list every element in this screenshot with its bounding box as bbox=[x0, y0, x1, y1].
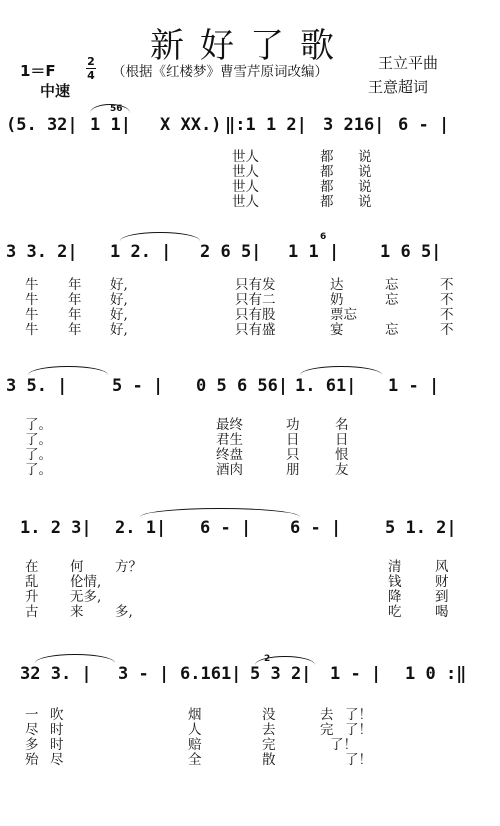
music-segment: 0 5 6 56| bbox=[196, 376, 289, 396]
music-segment: 6 - | bbox=[290, 518, 342, 538]
lyric-word: 只有股 bbox=[235, 307, 276, 323]
lyric-word: 伦情, bbox=[70, 574, 102, 590]
lyric-word: 何 bbox=[70, 559, 84, 575]
music-segment: 3 216| bbox=[323, 115, 385, 135]
lyric-word: 多 bbox=[25, 737, 39, 753]
lyric-word: 不 bbox=[440, 292, 454, 308]
music-segment: 1 0 :‖ bbox=[405, 664, 467, 684]
lyric-word: 都 bbox=[320, 149, 334, 165]
lyric-word: 去 bbox=[262, 722, 276, 738]
lyric-word: 完 bbox=[320, 722, 334, 738]
lyric-word: 风 bbox=[435, 559, 449, 575]
music-segment: 1. 61| bbox=[295, 376, 357, 396]
lyric-word: 去 bbox=[320, 707, 334, 723]
lyric-word: 时 bbox=[50, 722, 64, 738]
lyric-word: 日 bbox=[286, 432, 300, 448]
lyric-word: 不 bbox=[440, 307, 454, 323]
lyric-word: 了！ bbox=[330, 737, 357, 753]
lyric-word: 都 bbox=[320, 179, 334, 195]
lyric-word: 殆 bbox=[25, 752, 39, 768]
lyric-word: 宴 bbox=[330, 322, 344, 338]
lyric-word: 来 bbox=[70, 604, 84, 620]
lyric-word: 烟 bbox=[188, 707, 202, 723]
music-segment: ‖:1 1 2| bbox=[225, 115, 307, 135]
meter-denominator: 4 bbox=[87, 69, 95, 82]
lyric-word: 降 bbox=[388, 589, 402, 605]
lyric-word: 世人 bbox=[232, 164, 259, 180]
lyric-word: 好, bbox=[110, 292, 128, 308]
lyric-word: 好, bbox=[110, 307, 128, 323]
lyric-word: 古 bbox=[25, 604, 39, 620]
lyric-word: 世人 bbox=[232, 179, 259, 195]
music-segment: 5 3 2| bbox=[250, 664, 312, 684]
lyric-word: 升 bbox=[25, 589, 39, 605]
lyric-word: 人 bbox=[188, 722, 202, 738]
lyric-word: 乱 bbox=[25, 574, 39, 590]
lyric-word: 名 bbox=[335, 417, 349, 433]
meter-numerator: 2 bbox=[87, 55, 95, 68]
lyric-word: 吃 bbox=[388, 604, 402, 620]
music-segment: 1 1 | bbox=[288, 242, 340, 262]
lyric-word: 世人 bbox=[232, 149, 259, 165]
lyric-word: 都 bbox=[320, 194, 334, 210]
lyric-word: 了。 bbox=[25, 417, 52, 433]
grace-note: 2 bbox=[264, 654, 271, 664]
lyric-word: 喝 bbox=[435, 604, 449, 620]
lyric-word: 只有二 bbox=[235, 292, 276, 308]
lyric-word: 完 bbox=[262, 737, 276, 753]
lyric-word: 好, bbox=[110, 322, 128, 338]
lyric-word: 散 bbox=[262, 752, 276, 768]
grace-note: 56 bbox=[110, 104, 123, 114]
lyric-word: 财 bbox=[435, 574, 449, 590]
music-segment: 2 6 5| bbox=[200, 242, 262, 262]
composer-credit: 王立平曲 bbox=[378, 54, 439, 72]
music-segment: 32 3. | bbox=[20, 664, 92, 684]
lyric-word: 只有发 bbox=[235, 277, 276, 293]
lyric-word: 了！ bbox=[345, 752, 372, 768]
lyric-word: 牛 bbox=[25, 307, 39, 323]
lyric-word: 朋 bbox=[286, 462, 300, 478]
lyric-word: 都 bbox=[320, 164, 334, 180]
lyric-word: 酒肉 bbox=[216, 462, 243, 478]
music-segment: 1. 2 3| bbox=[20, 518, 92, 538]
lyric-word: 不 bbox=[440, 322, 454, 338]
lyric-word: 了。 bbox=[25, 462, 52, 478]
lyric-word: 年 bbox=[68, 292, 82, 308]
lyricist-credit: 王意超词 bbox=[368, 78, 429, 96]
lyric-word: 全 bbox=[188, 752, 202, 768]
lyric-word: 日 bbox=[335, 432, 349, 448]
lyric-word: 了！ bbox=[345, 707, 372, 723]
music-segment: 1 - | bbox=[330, 664, 382, 684]
lyric-word: 吹 bbox=[50, 707, 64, 723]
lyric-word: 年 bbox=[68, 307, 82, 323]
lyric-word: 最终 bbox=[216, 417, 243, 433]
lyric-word: 多, bbox=[115, 604, 133, 620]
lyric-word: 钱 bbox=[388, 574, 402, 590]
lyric-word: 一 bbox=[25, 707, 39, 723]
lyric-word: 牛 bbox=[25, 277, 39, 293]
lyric-word: 恨 bbox=[335, 447, 349, 463]
lyric-word: 在 bbox=[25, 559, 39, 575]
lyric-word: 忘 bbox=[385, 292, 399, 308]
lyric-word: 了！ bbox=[345, 722, 372, 738]
music-segment: 3 5. | bbox=[6, 376, 68, 396]
lyric-word: 奶 bbox=[330, 292, 344, 308]
lyric-word: 了。 bbox=[25, 432, 52, 448]
music-segment: 1 6 5| bbox=[380, 242, 442, 262]
lyric-word: 说 bbox=[358, 164, 372, 180]
lyric-word: 时 bbox=[50, 737, 64, 753]
source-note: （根据《红楼梦》曹雪芹原词改编） bbox=[112, 64, 328, 80]
music-segment: 6 - | bbox=[200, 518, 252, 538]
lyric-word: 赔 bbox=[188, 737, 202, 753]
music-segment: 2. 1| bbox=[115, 518, 167, 538]
music-segment: 3 3. 2| bbox=[6, 242, 78, 262]
music-segment: 1 1| bbox=[90, 115, 131, 135]
lyric-word: 说 bbox=[358, 179, 372, 195]
lyric-word: 只有盛 bbox=[235, 322, 276, 338]
lyric-word: 尽 bbox=[50, 752, 64, 768]
lyric-word: 牛 bbox=[25, 292, 39, 308]
lyric-word: 到 bbox=[435, 589, 449, 605]
grace-note: 6 bbox=[320, 232, 327, 242]
lyric-word: 年 bbox=[68, 277, 82, 293]
lyric-word: 无多, bbox=[70, 589, 102, 605]
music-segment: 5 - | bbox=[112, 376, 164, 396]
lyric-word: 好, bbox=[110, 277, 128, 293]
lyric-word: 不 bbox=[440, 277, 454, 293]
lyric-word: 只 bbox=[286, 447, 300, 463]
lyric-word: 了。 bbox=[25, 447, 52, 463]
song-title: 新好了歌 bbox=[150, 26, 350, 66]
lyric-word: 终盘 bbox=[216, 447, 243, 463]
lyric-word: 说 bbox=[358, 149, 372, 165]
lyric-word: 功 bbox=[286, 417, 300, 433]
lyric-word: 年 bbox=[68, 322, 82, 338]
lyric-word: 牛 bbox=[25, 322, 39, 338]
lyric-word: 世人 bbox=[232, 194, 259, 210]
tempo-marking: 中速 bbox=[40, 82, 71, 100]
lyric-word: 友 bbox=[335, 462, 349, 478]
music-segment: 1 - | bbox=[388, 376, 440, 396]
music-segment: 6 - | bbox=[398, 115, 450, 135]
lyric-word: 方？ bbox=[115, 559, 142, 575]
lyric-word: 票忘 bbox=[330, 307, 357, 323]
lyric-word: 清 bbox=[388, 559, 402, 575]
lyric-word: 君生 bbox=[216, 432, 243, 448]
lyric-word: 说 bbox=[358, 194, 372, 210]
lyric-word: 达 bbox=[330, 277, 344, 293]
music-segment: 3 - | bbox=[118, 664, 170, 684]
music-segment: 5 1. 2| bbox=[385, 518, 457, 538]
time-signature bbox=[86, 56, 96, 81]
lyric-word: 尽 bbox=[25, 722, 39, 738]
music-segment: X XX.) bbox=[160, 115, 222, 135]
lyric-word: 忘 bbox=[385, 322, 399, 338]
music-segment: (5. 32| bbox=[6, 115, 78, 135]
key-signature: 1＝F bbox=[20, 62, 56, 80]
lyric-word: 忘 bbox=[385, 277, 399, 293]
music-segment: 6.161| bbox=[180, 664, 242, 684]
music-segment: 1 2. | bbox=[110, 242, 172, 262]
lyric-word: 没 bbox=[262, 707, 276, 723]
